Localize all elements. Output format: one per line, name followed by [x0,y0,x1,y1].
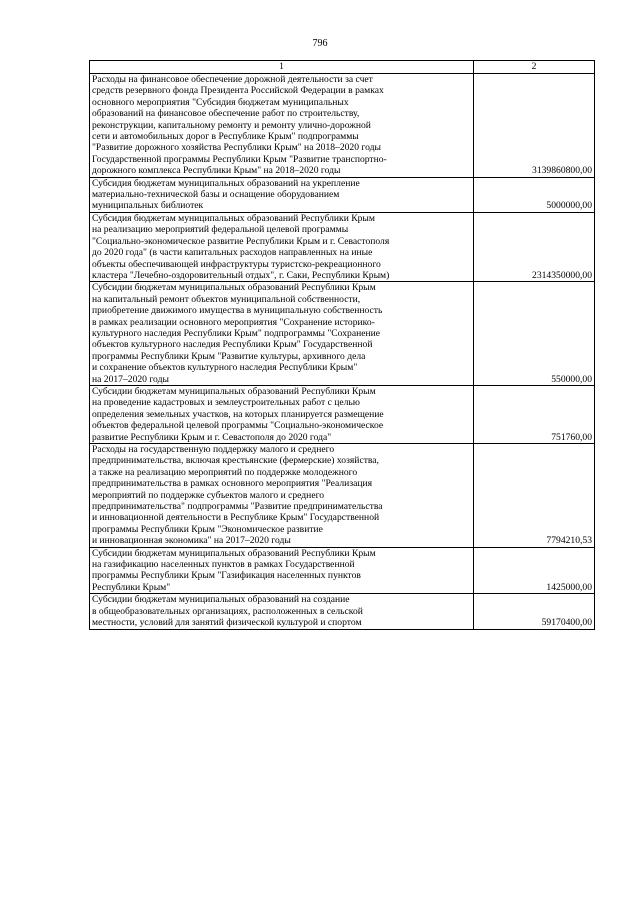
row-description: Субсидии бюджетам муниципальных образований Республики Крым на капитальный ремонт объектов муниципальной собственности, приобретение движимого имущества в муниципальную собственность в рамках реализации основного мероприятия "Сохранение историко- культурного наследия Республики Крым" подпрограммы "Сохранение объектов культурного наследия Республики Крым" Государственной программы Республики Крым "Развитие культуры, архивного дела и сохранение объектов культурного наследия Республики Крым" на 2017–2020 годы [90,282,474,386]
row-description: Субсидия бюджетам муниципальных образований на укрепление материально-технической базы и оснащение оборудованием муниципальных библиотек [90,177,474,212]
table-row [90,444,595,548]
row-amount: 5000000,00 [474,177,595,212]
table-row [90,212,595,281]
column-header-2: 2 [474,61,595,74]
table-row [90,74,595,178]
column-header-1: 1 [90,61,474,74]
row-amount: 7794210,53 [474,444,595,548]
row-amount: 751760,00 [474,385,595,443]
row-description: Расходы на государственную поддержку малого и среднего предпринимательства, включая крестьянские (фермерские) хозяйства, а также на реализацию мероприятий по поддержке молодежного предпринимательства в рамках основного мероприятия "Реализация мероприятий по поддержке субъектов малого и среднего предпринимательства" подпрограммы "Развитие предпринимательства и инновационной деятельности в Республике Крым" Государственной программы Республики Крым "Экономическое развитие и инновационная экономика" на 2017–2020 годы [90,444,474,548]
row-description: Субсидии бюджетам муниципальных образований Республики Крым на проведение кадастровых и землеустроительных работ с целью определения земельных участков, на которых планируется размещение объектов федеральной целевой программы "Социально-экономическое развитие Республики Крым и г. Севастополя до 2020 года" [90,385,474,443]
budget-table [89,60,595,630]
row-description: Субсидия бюджетам муниципальных образований Республики Крым на реализацию мероприятий федеральной целевой программы "Социально-экономическое развитие Республики Крым и г. Севастополя до 2020 года" (в части капитальных расходов направленных на иные объекты обеспечивающей инфраструктуры туристско-рекреационного кластера "Лечебно-оздоровительный отдых", г. Саки, Республики Крым) [90,212,474,281]
table-header-row [90,61,595,74]
row-description: Субсидии бюджетам муниципальных образований на создание в общеобразовательных организациях, расположенных в сельской местности, условий для занятий физической культурой и спортом [90,594,474,629]
row-amount: 550000,00 [474,282,595,386]
row-amount: 2314350000,00 [474,212,595,281]
row-amount: 59170400,00 [474,594,595,629]
page-number: 796 [312,38,328,49]
row-description: Расходы на финансовое обеспечение дорожной деятельности за счет средств резервного фонда Президента Российской Федерации в рамках основного мероприятия "Субсидия бюджетам муниципальных образований на финансовое обеспечение работ по строительству, реконструкции, капитальному ремонту и ремонту улично-дорожной сети и автомобильных дорог в Республике Крым" подпрограммы "Развитие дорожного хозяйства Республики Крым" на 2018–2020 годы Государственной программы Республики Крым "Развитие транспортно- дорожного комплекса Республики Крым" на 2018–2020 годы [90,74,474,178]
row-amount: 3139860800,00 [474,74,595,178]
row-description: Субсидии бюджетам муниципальных образований Республики Крым на газификацию населенных пунктов в рамках Государственной программы Республики Крым "Газификация населенных пунктов Республики Крым" [90,547,474,594]
table-row [90,177,595,212]
table-row [90,547,595,594]
table-row [90,385,595,443]
table-row [90,594,595,629]
table-row [90,282,595,386]
row-amount: 1425000,00 [474,547,595,594]
